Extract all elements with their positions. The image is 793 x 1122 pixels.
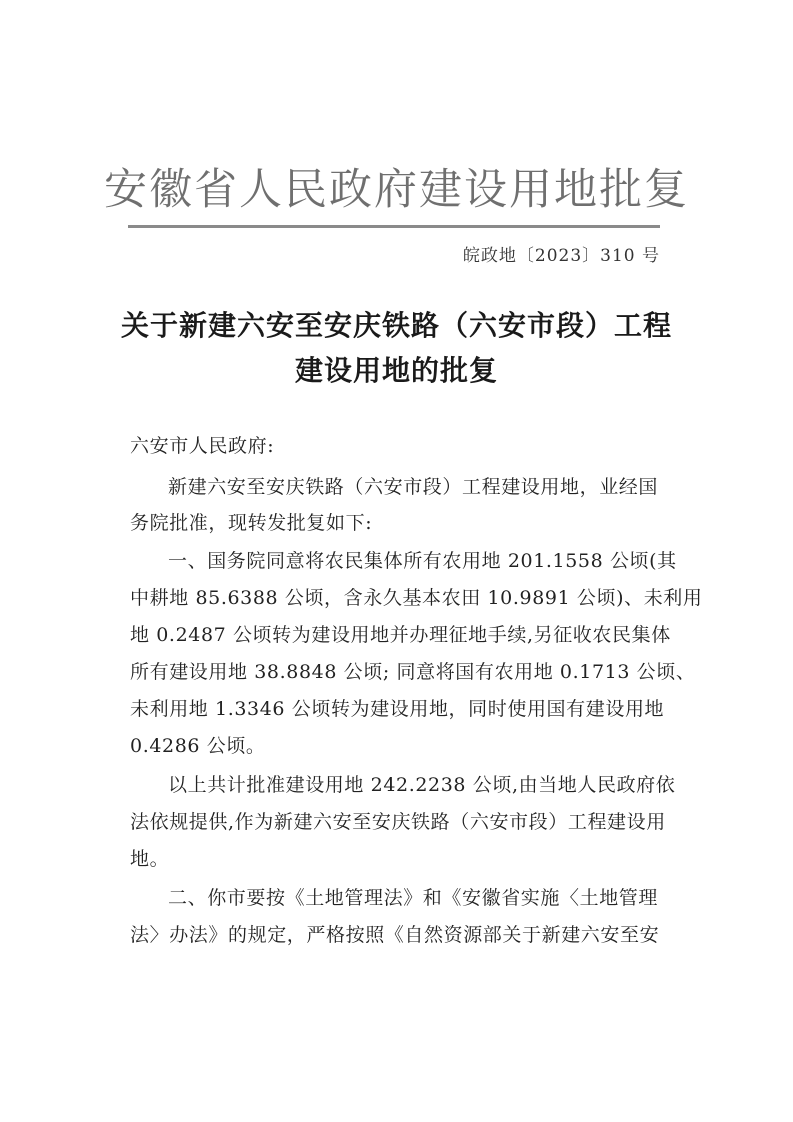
body-line: 所有建设用地 38.8848 公顷; 同意将国有农用地 0.1713 公顷、: [130, 661, 696, 683]
body-line: 法〉办法》的规定，严格按照《自然资源部关于新建六安至安: [130, 924, 660, 946]
body-line: 中耕地 85.6388 公顷，含永久基本农田 10.9891 公顷)、未利用: [130, 587, 703, 609]
document-title-line-1: 关于新建六安至安庆铁路（六安市段）工程: [120, 309, 672, 342]
document-number: 皖政地〔2023〕310 号: [462, 246, 660, 266]
body-line: 新建六安至安庆铁路（六安市段）工程建设用地，业经国: [168, 476, 659, 498]
body-line: 以上共计批准建设用地 242.2238 公顷,由当地人民政府依: [168, 774, 676, 796]
body-line: 地 0.2487 公顷转为建设用地并办理征地手续,另征收农民集体: [130, 624, 671, 646]
body-line: 地。: [130, 848, 170, 870]
document-title-line-2: 建设用地的批复: [294, 354, 498, 387]
body-line: 未利用地 1.3346 公顷转为建设用地，同时使用国有建设用地: [130, 698, 665, 720]
body-line: 0.4286 公顷。: [130, 735, 266, 757]
body-line: 二、你市要按《土地管理法》和《安徽省实施〈土地管理: [168, 887, 659, 909]
body-line: 法依规提供,作为新建六安至安庆铁路（六安市段）工程建设用: [130, 811, 666, 833]
addressee: 六安市人民政府:: [130, 435, 275, 457]
issuer-header-title: 安徽省人民政府建设用地批复: [104, 165, 689, 215]
body-line: 务院批准，现转发批复如下:: [130, 512, 373, 534]
header-divider: [128, 225, 660, 228]
body-line: 一、国务院同意将农民集体所有农用地 201.1558 公顷(其: [168, 550, 677, 572]
